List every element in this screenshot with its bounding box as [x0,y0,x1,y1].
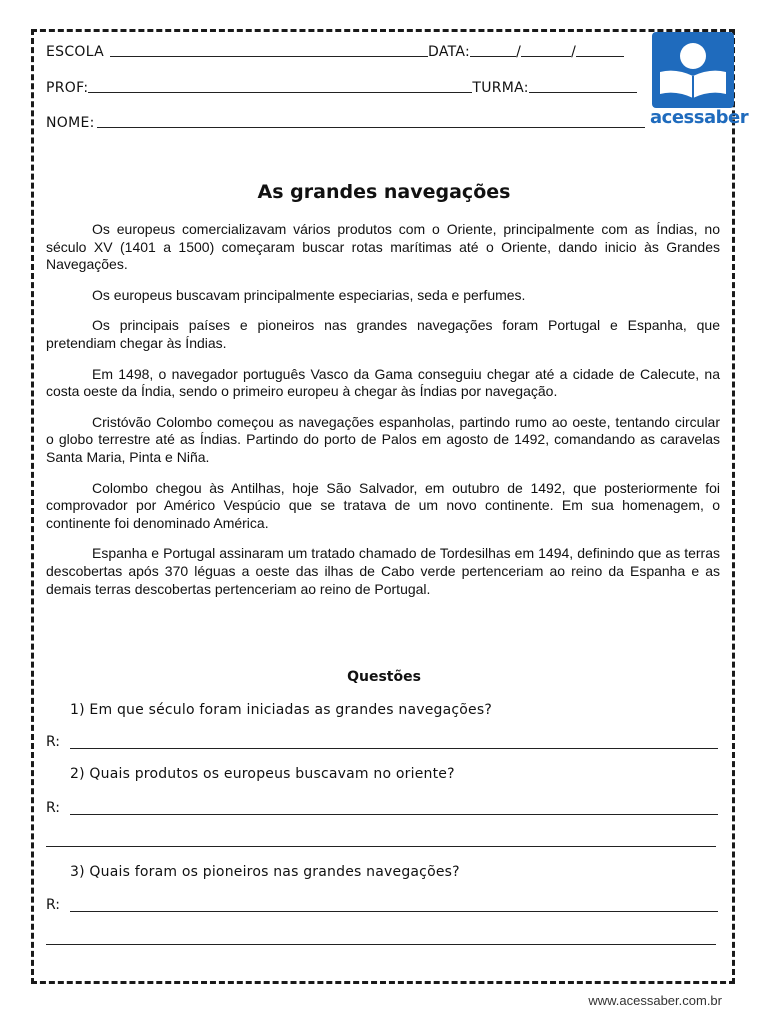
date-label: DATA: [428,44,471,60]
name-field[interactable] [97,126,645,128]
answer-2-line-1[interactable] [70,814,718,815]
acessaber-logo [650,32,749,132]
date-year-field[interactable] [576,55,624,57]
teacher-label: PROF: [46,80,89,96]
paragraph: Espanha e Portugal assinaram um tratado chamado de Tordesilhas em 1494, definindo que as terras descobertas após 370 léguas a oeste das ilhas de Cabo verde pertenceriam ao reino da Espanha e as demais terras descobertas pertenceriam ao reino de Portugal. [46,545,720,597]
logo-text: acessaber [650,107,749,128]
answer-label: R: [46,734,61,750]
class-label: TURMA: [472,80,529,96]
class-field[interactable] [529,91,637,93]
header-school-row [46,44,624,60]
paragraph: Os europeus buscavam principalmente especiarias, seda e perfumes. [92,286,526,303]
paragraph: Os principais países e pioneiros nas grandes navegações foram Portugal e Espanha, que pretendiam chegar às Índias. [46,317,720,351]
name-label: NOME: [46,115,95,131]
text-body [46,221,720,611]
reader-icon [652,32,734,108]
paragraph: Colombo chegou às Antilhas, hoje São Salvador, em outubro de 1492, que posteriormente foi comprovador por Américo Vespúcio que se tratava de um novo continente. Em sua homenagem, o continente foi denominado América. [46,479,720,531]
teacher-field[interactable] [88,91,472,93]
paragraph: Os europeus comercializavam vários produtos com o Oriente, principalmente com as Índias, no século XV (1401 a 1500) começaram buscar rotas marítimas até o Oriente, dando inicio às Grandes Navegações. [46,221,720,273]
school-label: ESCOLA [46,44,105,60]
logo-badge [652,32,734,108]
school-field[interactable] [110,55,428,57]
footer-url[interactable]: www.acessaber.com.br [588,993,722,1008]
questions-heading: Questões [347,669,421,685]
paragraph: Cristóvão Colombo começou as navegações espanholas, partindo rumo ao oeste, tentando circular o globo terrestre até as Índias. Partindo do porto de Palos em agosto de 1492, comandando as caravelas Santa Maria, Pinta e Niña. [46,413,720,465]
answer-1-line-1[interactable] [70,748,718,749]
question-1: 1) Em que século foram iniciadas as grandes navegações? [70,702,492,718]
question-2: 2) Quais produtos os europeus buscavam no oriente? [70,766,455,782]
page-title: As grandes navegações [257,181,511,203]
date-day-field[interactable] [470,55,516,57]
header-teacher-row [46,80,637,96]
answer-3-line-2[interactable] [46,944,716,945]
answer-3-line-1[interactable] [70,911,718,912]
answer-2-line-2[interactable] [46,846,716,847]
date-month-field[interactable] [521,55,571,57]
date-slash: / [571,44,577,60]
answer-label: R: [46,800,61,816]
answer-label: R: [46,897,61,913]
paragraph: Em 1498, o navegador português Vasco da Gama conseguiu chegar até a cidade de Calecute, na costa oeste da Índia, sendo o primeiro europeu à chegar às Índias por navegação. [46,365,720,400]
date-slash: / [516,44,522,60]
question-3: 3) Quais foram os pioneiros nas grandes navegações? [70,864,460,880]
header-name-row [46,115,645,131]
